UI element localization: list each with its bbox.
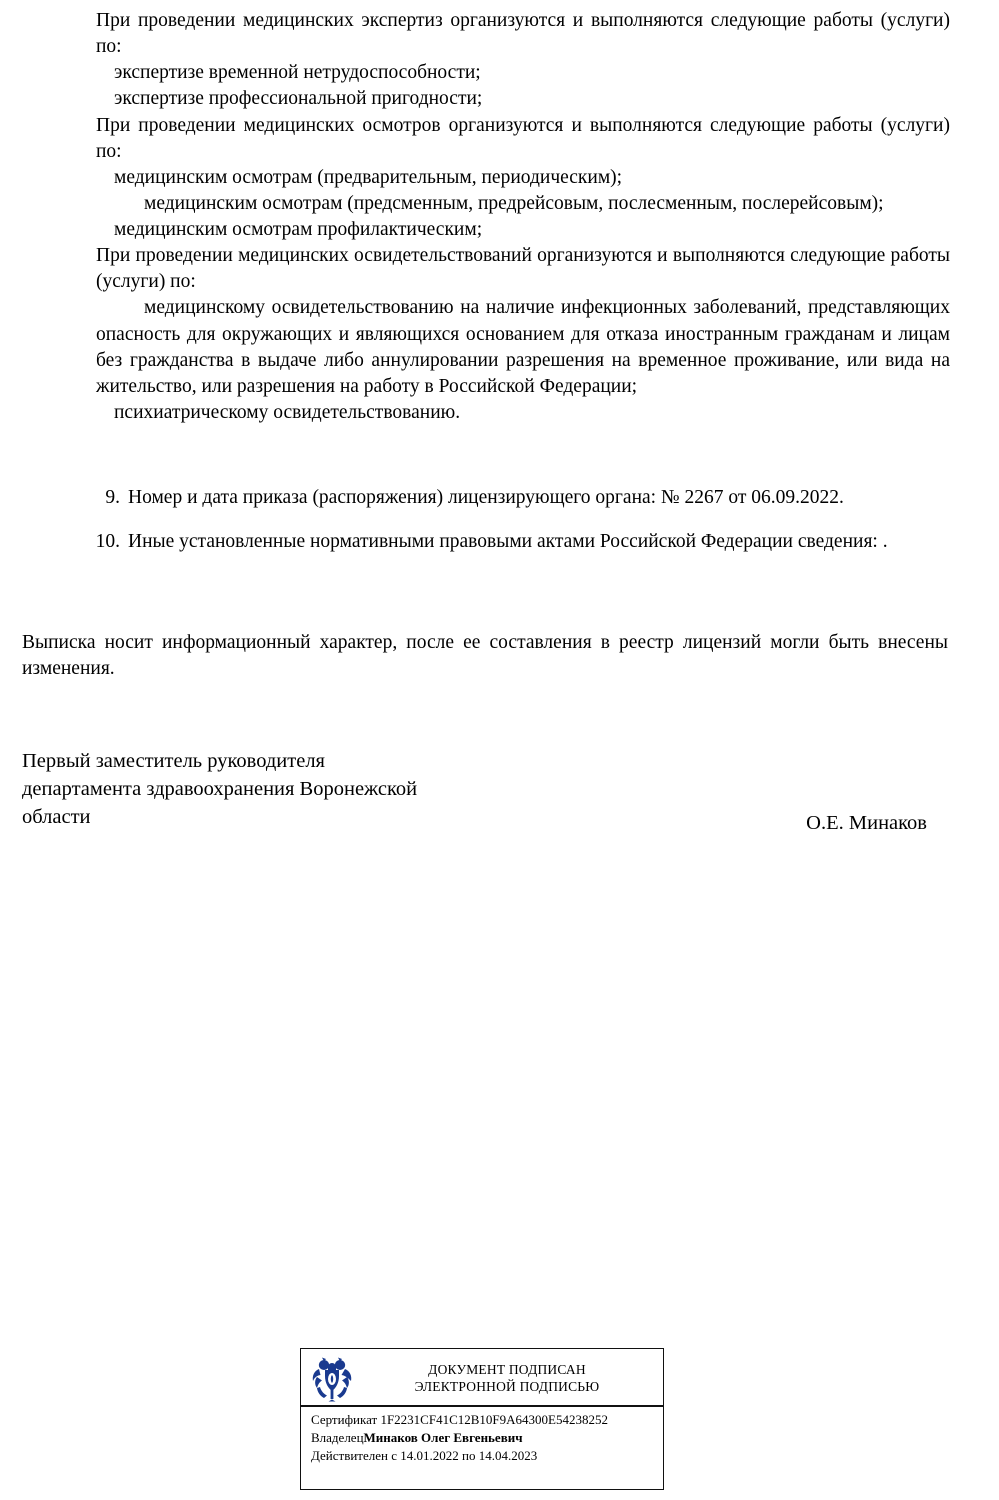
signatory-name: О.Е. Минаков [806,812,927,834]
stamp-certificate-value: 1F2231CF41C12B10F9A64300E54238252 [380,1411,608,1427]
electronic-signature-stamp [300,1348,664,1490]
expertise-lead-text: При проведении медицинских экспертиз организуются и выполняются следующие работы (услуги) по: [96,10,950,58]
numbered-items [80,485,950,569]
informational-notice: Выписка носит информационный характер, после ее составления в реестр лицензий могли быть внесены изменения. [22,632,948,680]
osvid-last-item: психиатрическому освидетельствованию. [114,401,461,423]
stamp-owner-line [311,1429,655,1447]
double-headed-eagle-emblem-icon [311,1356,353,1402]
numbered-item-10 [80,529,950,555]
signature-position-line-2: департамента здравоохранения Воронежской [22,777,418,800]
osvid-paragraph-text: медицинскому освидетельствованию на наличие инфекционных заболеваний, представляющих опасность для окружающих и являющихся основанием для отказа иностранным гражданам и лицам без гражданства в выдаче либо аннулировании разрешения на временное проживание, или вида на жительство, или разрешения на работу в Российской Федерации; [96,297,950,397]
stamp-title-line-2: ЭЛЕКТРОННОЙ ПОДПИСЬЮ [414,1379,600,1394]
stamp-title-line-1: ДОКУМЕНТ ПОДПИСАН [428,1362,586,1378]
osmotry-lead-text: При проведении медицинских осмотров организуются и выполняются следующие работы (услуги) по: [96,114,950,162]
signature-position-line-1: Первый заместитель руководителя [22,750,325,772]
stamp-title [359,1362,655,1396]
osmotry-item-1: медицинским осмотрам (предварительным, периодическим); [114,166,623,188]
stamp-header [301,1349,663,1405]
numbered-item-10-text: Иные установленные нормативными правовыми актами Российской Федерации сведения: . [128,531,888,553]
numbered-item-9 [80,485,950,511]
signature-position-line-3: области [22,805,91,828]
stamp-owner-value: Минаков Олег Евгеньевич [363,1429,523,1445]
osmotry-item-2: медицинским осмотрам (предсменным, предрейсовым, послесменным, послерейсовым); [144,192,884,214]
stamp-details [301,1407,663,1470]
expertise-item-1: экспертизе временной нетрудоспособности; [114,62,481,84]
stamp-owner-label: Владелец [311,1429,364,1445]
osvid-lead-text: При проведении медицинских освидетельствований организуются и выполняются следующие работы (услуги) по: [96,245,950,293]
numbered-item-9-number: 9. [105,487,120,508]
stamp-validity-line: Действителен с 14.01.2022 по 14.04.2023 [311,1448,538,1464]
stamp-certificate-line [311,1411,655,1429]
osvid-paragraph [96,295,950,400]
expertise-item-2: экспертизе профессиональной пригодности; [114,88,483,110]
numbered-item-10-number: 10. [95,531,120,553]
license-works-section [96,8,950,426]
osmotry-item-3: медицинским осмотрам профилактическим; [114,219,483,240]
numbered-item-9-text: Номер и дата приказа (распоряжения) лицензирующего органа: № 2267 от 06.09.2022. [128,487,844,508]
stamp-certificate-label: Сертификат [311,1411,378,1427]
